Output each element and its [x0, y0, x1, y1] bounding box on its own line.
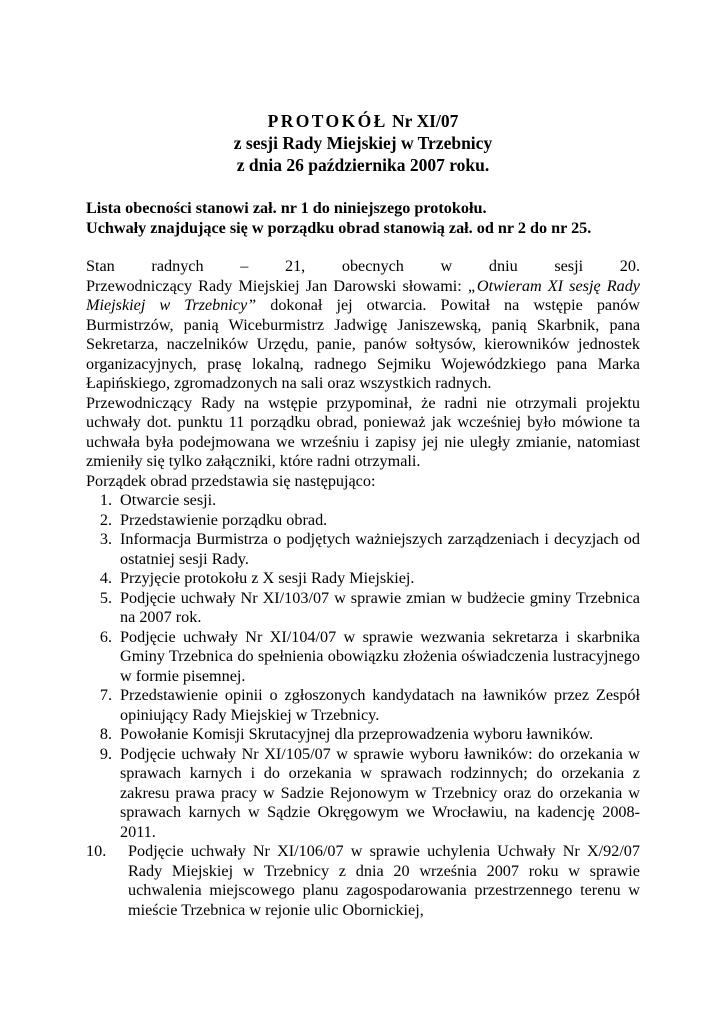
item-text: Informacja Burmistrza o podjętych ważniejszych zarządzeniach i decyzjach od ostatniej sesji Rady. [120, 530, 640, 568]
greeting-text: dokonał jej otwarcia. Powitał na wstępie panów Burmistrzów, panią Wiceburmistrz Jadwigę Janiszewską, panią Skarbnik, pana Sekretarza, naczelników Urzędu, panie, panów sołtysów, kierowników jednostek organizacyjnych, prasę lokalną, radnego Sejmiku Wojewódzkiego pana Marka Łapińskiego, zgromadzonych na sali oraz wszystkich radnych. [86, 296, 640, 392]
item-number: 9. [99, 744, 112, 763]
item-number: 1. [99, 491, 112, 509]
attendance-note: Lista obecności stanowi zał. nr 1 do niniejszego protokołu. [86, 199, 487, 217]
item-text: Podjęcie uchwały Nr XI/104/07 w sprawie wezwania sekretarza i skarbnika Gminy Trzebnica do spełnienia obowiązku złożenia oświadczenia lustracyjnego w formie pisemnej. [120, 627, 640, 685]
opening-paragraph [86, 277, 640, 394]
list-item [86, 686, 640, 725]
opening-text: Przewodniczący Rady Miejskiej Jan Darowski słowami: [86, 276, 468, 295]
attendance-count: Stan radnych – 21, obecnych w dniu sesji 20. [86, 257, 640, 275]
item-number: 5. [99, 588, 112, 607]
list-item [86, 842, 640, 920]
title-number: Nr XI/07 [387, 111, 459, 131]
resolutions-note: Uchwały znajdujące się w porządku obrad stanowią zał. od nr 2 do nr 25. [86, 219, 592, 237]
item-text: Podjęcie uchwały Nr XI/103/07 w sprawie zmian w budżecie gminy Trzebnica na 2007 rok. [120, 588, 640, 626]
list-item [86, 530, 640, 569]
item-number: 7. [99, 686, 112, 704]
item-number: 3. [99, 530, 112, 548]
item-number: 10. [86, 842, 107, 860]
item-text: Podjęcie uchwały Nr XI/106/07 w sprawie uchylenia Uchwały Nr X/92/07 Rady Miejskiej w Trzebnicy z dnia 20 września 2007 roku w sprawie uchwalenia miejscowego planu zagospodarowania przestrzennego terenu w mieście Trzebnica w rejonie ulic Obornickiej, [128, 842, 640, 919]
agenda-list [86, 491, 640, 920]
item-text: Przyjęcie protokołu z X sesji Rady Miejskiej. [120, 569, 415, 587]
item-text: Powołanie Komisji Skrutacyjnej dla przeprowadzenia wyboru ławników. [120, 725, 594, 743]
title-word: PROTOKÓŁ [267, 111, 388, 131]
document-page [86, 0, 640, 920]
title-line-3: z dnia 26 października 2007 roku. [236, 155, 490, 175]
item-number: 4. [99, 569, 112, 587]
document-title [86, 110, 640, 176]
list-item [86, 628, 640, 687]
title-line-2: z sesji Rady Miejskiej w Trzebnicy [233, 133, 493, 153]
item-number: 2. [99, 510, 112, 529]
protocol-body [86, 257, 640, 920]
item-text: Przedstawienie porządku obrad. [120, 510, 328, 529]
item-text: Otwarcie sesji. [120, 491, 217, 509]
attachments-note [86, 198, 640, 238]
agenda-intro: Porządek obrad przedstawia się następująco: [86, 471, 376, 490]
opening-quote: „Otwieram XI sesję Rady Miejskiej w Trzebnicy” [86, 276, 640, 314]
list-item [86, 511, 640, 531]
list-item [86, 569, 640, 589]
item-text: Podjęcie uchwały Nr XI/105/07 w sprawie wyboru ławników: do orzekania w sprawach karnych i do orzekania w sprawach rodzinnych; do orzekania z zakresu prawa pracy w Sadzie Rejonowym w Trzebnicy oraz do orzekania w sprawach karnych w Sądzie Okręgowym we Wrocławiu, na kadencję 2008-2011. [120, 744, 640, 841]
item-number: 8. [99, 725, 112, 743]
title-line-1 [86, 110, 640, 132]
item-number: 6. [99, 627, 112, 646]
list-item [86, 725, 640, 745]
list-item [86, 589, 640, 628]
list-item [86, 491, 640, 511]
list-item [86, 745, 640, 843]
reminder-paragraph: Przewodniczący Rady na wstępie przypominał, że radni nie otrzymali projektu uchwały dot. punktu 11 porządku obrad, ponieważ jak wcześniej było mówione ta uchwała była podejmowana we wrześniu i zapisy jej nie uległy zmianie, natomiast zmieniły się tylko załączniki, które radni otrzymali. [86, 393, 640, 470]
item-text: Przedstawienie opinii o zgłoszonych kandydatach na ławników przez Zespół opiniujący Rady Miejskiej w Trzebnicy. [120, 686, 640, 724]
